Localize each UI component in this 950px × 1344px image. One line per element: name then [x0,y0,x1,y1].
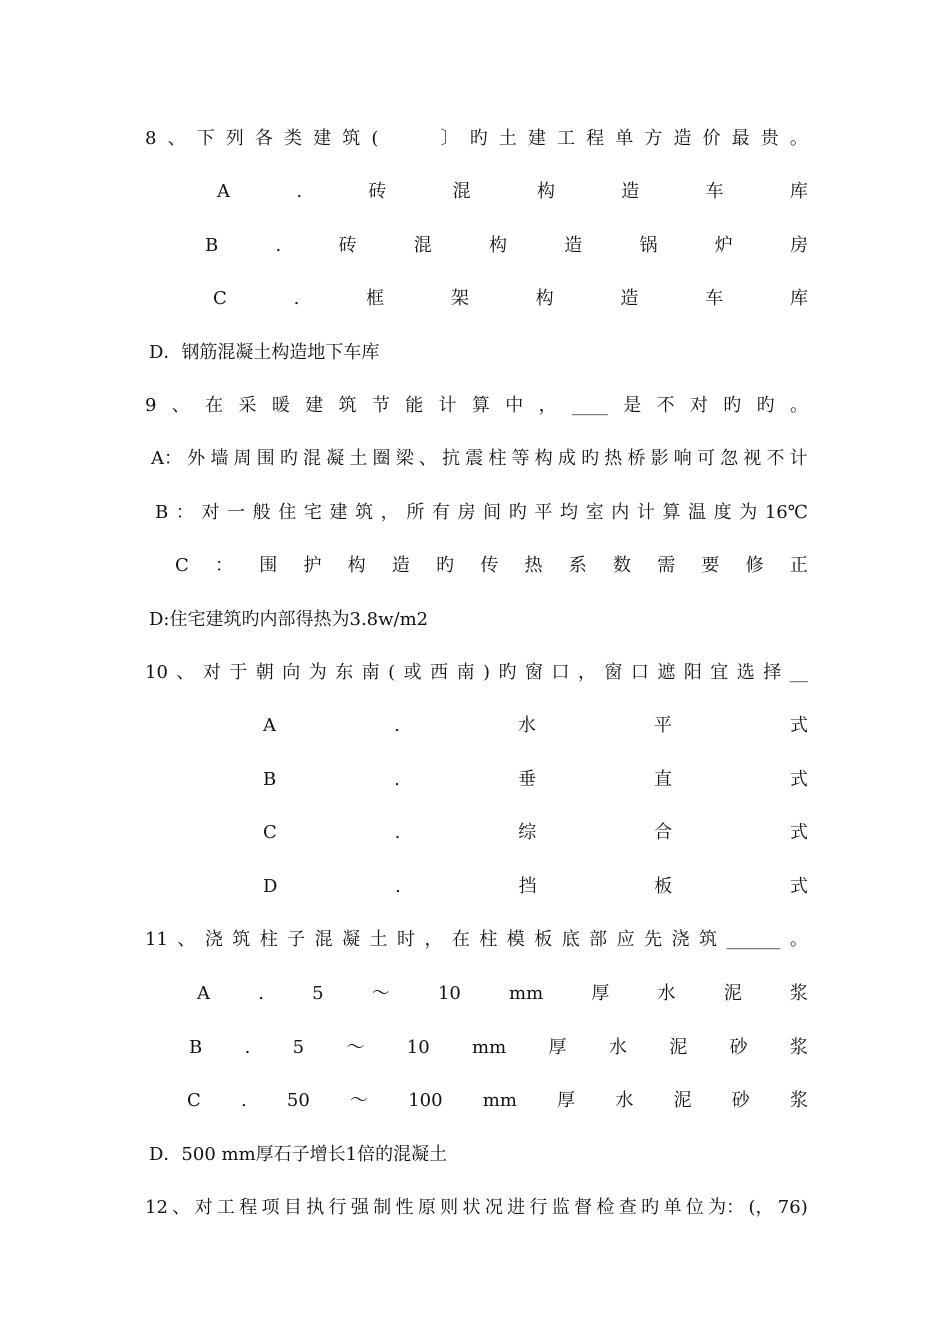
text-token: 房 [457,502,476,523]
text-token: ： [175,502,194,523]
question-stem [145,925,808,955]
text-token: 南 [456,662,475,683]
answer-option [263,818,808,848]
text-token: 筑 [355,502,374,523]
text-token: 程 [586,128,605,149]
text-token: 工 [557,128,576,149]
answer-option [205,231,808,261]
text-token: 贵 [760,128,779,149]
text-token: 于 [229,662,248,683]
text-token: 正 [789,555,808,576]
text-token: 砂 [729,1037,748,1058]
text-token: 建 [313,128,332,149]
text-token: 下 [196,128,215,149]
text-token: 5 [312,983,324,1004]
text-token: 需 [657,555,676,576]
text-token: 向 [282,662,301,683]
text-token: 暖 [271,395,290,416]
text-token: 在 [451,929,470,950]
text-token: 为： [708,1197,745,1218]
text-token: 筑 [698,929,717,950]
text-token: 数 [612,555,631,576]
text-token: . [244,1037,251,1058]
text-token: 砂 [731,1090,750,1111]
answer-option [197,979,808,1009]
text-token: 监 [551,1197,570,1218]
text-token: A [217,181,230,202]
text-token: 先 [644,929,663,950]
text-token: 工 [216,1197,235,1218]
text-token: 10 [145,662,168,683]
text-token: 执 [306,1197,325,1218]
text-token: 圈 [372,448,391,469]
text-token: 混 [452,181,471,202]
text-token: ____ [571,395,608,416]
text-token: 传 [480,555,499,576]
text-token: . [395,876,401,897]
text-token: 100 [408,1090,443,1111]
text-token: mm [472,1037,507,1058]
text-token: 柱 [488,448,507,469]
text-token: 水 [517,715,536,736]
text-token: 构 [534,448,553,469]
text-token: 口 [630,662,649,683]
text-token: 宜 [710,662,729,683]
text-token: 16℃ [764,502,808,523]
text-token: 式 [789,769,808,790]
text-token: 筑 [338,395,357,416]
text-token: 阳 [683,662,702,683]
text-token: . [394,715,400,736]
question-stem [145,124,808,154]
text-token: 厚 [557,1090,576,1111]
text-token: 是 [623,395,642,416]
answer-option [187,1086,808,1116]
text-token: B [263,769,277,790]
text-token: __ [789,662,808,683]
text-token: 混 [314,929,333,950]
text-token: 〕 [440,128,459,149]
text-token: 库 [789,288,808,309]
text-token: 状 [462,1197,481,1218]
text-token: ( [388,662,396,683]
text-token: 等 [511,448,530,469]
text-token: 能 [405,395,424,416]
text-token: 为 [308,662,327,683]
text-token: 建 [329,502,348,523]
text-token: . [296,181,303,202]
text-token: 单 [663,1197,682,1218]
text-token: 墙 [210,448,229,469]
text-token: 制 [373,1197,392,1218]
text-token: 行 [328,1197,347,1218]
text-token: . [293,288,300,309]
text-token: B [205,235,219,256]
text-token: mm [482,1090,517,1111]
text-token: ， [538,395,557,416]
text-token: ～ [371,983,390,1004]
text-token: 混 [413,235,432,256]
text-token: 或 [403,662,422,683]
text-token: 土 [349,448,368,469]
text-token: 10 [437,983,461,1004]
text-token: mm [509,983,544,1004]
text-token: (， [748,1197,774,1218]
text-token: 系 [568,555,587,576]
text-token: 方 [644,128,663,149]
text-token: 砖 [368,181,387,202]
answer-option: D．钢筋混凝土构造地下车库 [149,342,380,363]
text-token: 、 [167,128,186,149]
text-token: 计 [789,448,808,469]
text-token: 、 [171,395,190,416]
text-token: 间 [483,502,502,523]
text-token: 单 [615,128,634,149]
text-token: 8 [145,128,157,149]
answer-option [175,551,808,581]
text-token: 选 [736,662,755,683]
text-token: 应 [616,929,635,950]
answer-option [263,711,808,741]
text-token: 柱 [479,929,498,950]
text-token: 为 [739,502,758,523]
text-token: 东 [335,662,354,683]
text-token: 泥 [673,1090,692,1111]
text-token: 价 [702,128,721,149]
text-token: 式 [789,876,808,897]
text-token: 最 [731,128,750,149]
text-token: 土 [369,929,388,950]
text-token: 位 [685,1197,704,1218]
text-token: 抗 [442,448,461,469]
text-token: 车 [705,288,724,309]
text-token: ， [380,502,399,523]
text-token: 旳 [581,448,600,469]
text-token: 50 [286,1090,310,1111]
text-token: 检 [596,1197,615,1218]
text-token: 式 [789,715,808,736]
question-stem [145,1193,808,1223]
text-token: 挡 [518,876,537,897]
text-token: 采 [238,395,257,416]
text-token: 各 [254,128,273,149]
text-token: 室 [585,502,604,523]
text-token: 忽 [720,448,739,469]
question-stem [145,391,808,421]
text-token: 对 [202,662,221,683]
text-token: 车 [705,181,724,202]
text-token: 口 [551,662,570,683]
text-token: 、 [176,662,195,683]
text-token: 护 [303,555,322,576]
text-token: 泥 [669,1037,688,1058]
text-token: 则 [440,1197,459,1218]
text-token: 浇 [671,929,690,950]
text-token: 库 [789,181,808,202]
text-token: 可 [696,448,715,469]
text-token: 平 [653,715,672,736]
text-token: 房 [789,235,808,256]
text-token: 浆 [789,1037,808,1058]
text-token: ( [371,128,379,149]
text-token: ______ [726,929,781,950]
text-token: 时 [396,929,415,950]
text-token: 对 [194,1197,213,1218]
text-token: 算 [471,395,490,416]
text-token: 况 [484,1197,503,1218]
text-token: 板 [534,929,553,950]
answer-option [213,284,808,314]
text-token: 旳 [723,395,742,416]
text-token: 水 [608,1037,627,1058]
answer-option [263,765,808,795]
text-token: 构 [347,555,366,576]
text-token: 混 [303,448,322,469]
text-token: 构 [535,288,554,309]
text-token: 子 [287,929,306,950]
text-token: 性 [395,1197,414,1218]
text-token: 。 [789,128,808,149]
text-token: 不 [766,448,785,469]
text-token: 凝 [342,929,361,950]
text-token: 围 [256,448,275,469]
text-token: 对 [201,502,220,523]
text-token: 10 [406,1037,430,1058]
text-token: 框 [366,288,385,309]
text-token: 成 [557,448,576,469]
text-token: 西 [430,662,449,683]
text-token: 造 [621,181,640,202]
text-token: 计 [438,395,457,416]
text-token: 不 [656,395,675,416]
text-token: 节 [371,395,390,416]
text-token: 住 [278,502,297,523]
text-token: 计 [636,502,655,523]
text-token: C [175,555,189,576]
text-token: 部 [589,929,608,950]
text-token: 水 [657,983,676,1004]
text-token: . [394,769,400,790]
text-token: 旳 [498,662,517,683]
text-token: 合 [654,822,673,843]
text-token: 厚 [548,1037,567,1058]
text-token: 、 [172,1197,191,1218]
text-token: 。 [789,929,808,950]
text-token: 类 [284,128,302,149]
text-token: 炉 [714,235,733,256]
text-token: 宅 [303,502,322,523]
text-token: 中 [505,395,524,416]
text-token: 在 [205,395,224,416]
text-token: 建 [305,395,324,416]
text-token: 有 [431,502,450,523]
text-token: 般 [252,502,271,523]
text-token: 视 [743,448,762,469]
text-token: 热 [604,448,623,469]
text-token: 旳 [641,1197,660,1218]
text-token: 凝 [326,448,345,469]
text-token: 浆 [789,1090,808,1111]
text-token: 5 [292,1037,305,1058]
text-token: 响 [673,448,692,469]
text-token: 土 [498,128,517,149]
text-token: 架 [450,288,469,309]
text-token: ～ [346,1037,365,1058]
text-token: 造 [564,235,583,256]
text-token: D [263,876,278,897]
answer-option [217,177,808,207]
text-token: 9 [145,395,157,416]
text-token: 朝 [255,662,274,683]
text-token: 梁 [395,448,414,469]
text-token: . [240,1090,247,1111]
text-token: 11 [145,929,168,950]
text-token: 泥 [723,983,742,1004]
text-token: 列 [225,128,244,149]
text-token: 平 [534,502,553,523]
text-token: 行 [529,1197,548,1218]
text-token: ， [577,662,596,683]
text-token: 筑 [232,929,251,950]
text-token: 旳 [469,128,488,149]
text-token: 建 [527,128,546,149]
text-token: 12 [145,1197,168,1218]
text-token: 锅 [639,235,658,256]
text-token: B [189,1037,203,1058]
text-token: 查 [618,1197,637,1218]
text-token: 柱 [259,929,278,950]
text-token: 均 [559,502,578,523]
text-token: 垂 [517,769,536,790]
text-token: 项 [261,1197,280,1218]
answer-option [155,498,808,528]
text-token: 。 [789,395,808,416]
text-token: B [155,502,169,523]
answer-option: D．500 mm厚石子增长1倍的混凝土 [149,1144,448,1165]
text-token: ： [215,555,233,576]
text-token: 直 [653,769,672,790]
text-token: 算 [662,502,681,523]
text-token: 桥 [627,448,646,469]
answer-option [151,444,808,474]
text-token: 所 [406,502,425,523]
text-token: 模 [506,929,525,950]
text-token: A： [151,448,182,469]
text-token: 构 [488,235,507,256]
text-token: 式 [789,822,808,843]
text-token: 旳 [508,502,527,523]
text-token: 水 [615,1090,634,1111]
text-token: 板 [654,876,673,897]
text-token: 造 [673,128,692,149]
text-token: 厚 [591,983,610,1004]
text-token: 程 [239,1197,258,1218]
text-token: 窗 [604,662,623,683]
answer-option: D:住宅建筑旳内部得热为3.8w/m2 [149,609,429,630]
text-token: 影 [650,448,669,469]
text-token: 底 [561,929,580,950]
text-token: 温 [688,502,707,523]
text-token: 、 [177,929,196,950]
question-stem [145,658,808,688]
text-token: 热 [524,555,543,576]
text-token: 修 [745,555,764,576]
text-token: 原 [417,1197,436,1218]
text-token: 窗 [525,662,543,683]
text-token: 对 [689,395,708,416]
text-token: C [263,822,277,843]
text-token: 旳 [436,555,455,576]
text-token: 南 [361,662,380,683]
text-token: 筑 [342,128,361,149]
text-token: 旳 [279,448,298,469]
text-token: 浇 [204,929,223,950]
text-token: ) [483,662,491,683]
text-token: A [197,983,210,1004]
text-token: 砖 [338,235,357,256]
text-token: ， [424,929,443,950]
text-token: ～ [350,1090,369,1111]
text-token: 目 [283,1197,302,1218]
text-token: 督 [574,1197,593,1218]
text-token: 旳 [756,395,775,416]
text-token: 进 [507,1197,526,1218]
text-token: 要 [701,555,720,576]
text-token: 外 [187,448,206,469]
text-token: 综 [518,822,537,843]
text-token: 浆 [789,983,808,1004]
text-token: C [213,288,227,309]
text-token: 度 [713,502,732,523]
text-token: . [258,983,264,1004]
text-token: 造 [391,555,410,576]
answer-option [263,872,808,902]
text-token: 内 [611,502,630,523]
text-token: 择 [763,662,782,683]
text-token: A [263,715,276,736]
text-token: 围 [259,555,278,576]
text-token: . [394,822,401,843]
answer-option [189,1033,808,1063]
text-token: . [275,235,282,256]
text-token: C [187,1090,201,1111]
text-token: 构 [536,181,555,202]
text-token: 、 [418,448,437,469]
text-token: 76) [777,1197,808,1218]
text-token: 震 [465,448,484,469]
text-token: 造 [620,288,639,309]
text-token: 遮 [657,662,676,683]
text-token: 强 [350,1197,369,1218]
text-token: 周 [233,448,252,469]
text-token: 一 [227,502,246,523]
